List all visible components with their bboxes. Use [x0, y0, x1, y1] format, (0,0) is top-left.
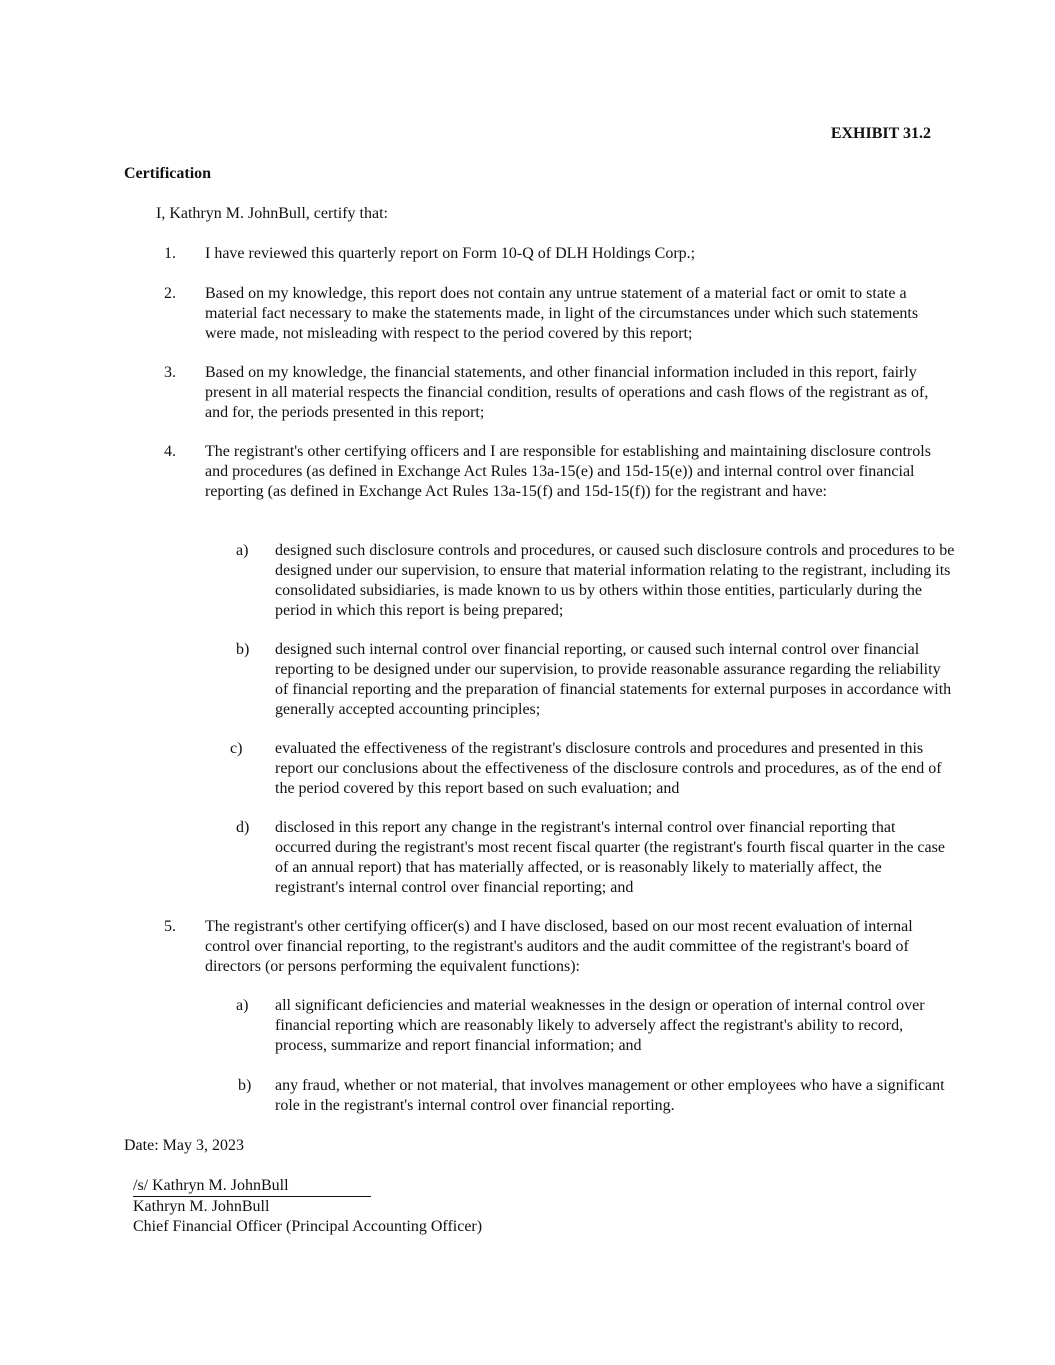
item-number: 2.	[164, 285, 176, 302]
sub-item-label: b)	[236, 641, 250, 658]
sub-item-label: d)	[236, 819, 250, 836]
sub-item-text: designed such internal control over financial reporting, or caused such internal control over financial reporting to be designed under our supervision, to provide reasonable assurance regarding the reliability of financial reporting and the preparation of financial statements for external purposes in accordance with generally accepted accounting principles;	[275, 641, 952, 718]
signature-line: /s/ Kathryn M. JohnBull	[133, 1176, 371, 1197]
sub-item-text: all significant deficiencies and material weaknesses in the design or operation of internal control over financial reporting which are reasonably likely to adversely affect the registrant's ability to record, process, summarize and report financial information; and	[275, 997, 925, 1054]
item-text: I have reviewed this quarterly report on Form 10-Q of DLH Holdings Corp.;	[205, 245, 696, 262]
sub-item-label: b)	[238, 1077, 252, 1094]
intro-statement: I, Kathryn M. JohnBull, certify that:	[156, 205, 388, 222]
sub-item-text: any fraud, whether or not material, that involves management or other employees who have a significant role in the registrant's internal control over financial reporting.	[275, 1077, 945, 1114]
item-number: 3.	[164, 364, 176, 381]
item-text: The registrant's other certifying officers and I are responsible for establishing and maintaining disclosure controls and procedures (as defined in Exchange Act Rules 13a-15(e) and 15d-15(e)) and internal control over financial reporting (as defined in Exchange Act Rules 13a-15(f) and 15d-15(f)) for the registrant and have:	[205, 443, 931, 500]
sub-item-label: a)	[236, 997, 249, 1014]
item-number: 1.	[164, 245, 176, 262]
signer-name: Kathryn M. JohnBull	[133, 1198, 270, 1215]
exhibit-label: EXHIBIT 31.2	[830, 125, 931, 142]
item-text: Based on my knowledge, the financial statements, and other financial information included in this report, fairly present in all material respects the financial condition, results of operations and cash flows of the registrant as of, and for, the periods presented in this report;	[205, 364, 929, 421]
certification-date: Date: May 3, 2023	[124, 1137, 244, 1154]
item-text: The registrant's other certifying officer(s) and I have disclosed, based on our most recent evaluation of internal control over financial reporting, to the registrant's auditors and the audit committee of the registrant's board of directors (or persons performing the equivalent functions):	[205, 918, 913, 975]
signer-title: Chief Financial Officer (Principal Accounting Officer)	[133, 1218, 483, 1235]
sub-item-text: designed such disclosure controls and procedures, or caused such disclosure controls and procedures to be designed under our supervision, to ensure that material information relating to the registrant, including its consolidated subsidiaries, is made known to us by others within those entities, particularly during the period in which this report is being prepared;	[275, 542, 955, 619]
item-text: Based on my knowledge, this report does not contain any untrue statement of a material fact or omit to state a material fact necessary to make the statements made, in light of the circumstances under which such statements were made, not misleading with respect to the period covered by this report;	[205, 285, 919, 342]
signature-block	[133, 1176, 482, 1237]
certification-heading: Certification	[124, 165, 212, 182]
sub-item-text: disclosed in this report any change in the registrant's internal control over financial reporting that occurred during the registrant's most recent fiscal quarter (the registrant's fourth fiscal quarter in the case of an annual report) that has materially affected, or is reasonably likely to materially affect, the registrant's internal control over financial reporting; and	[275, 819, 945, 896]
item-number: 5.	[164, 918, 176, 935]
sub-item-label: c)	[230, 740, 243, 757]
sub-item-label: a)	[236, 542, 249, 559]
item-number: 4.	[164, 443, 176, 460]
sub-item-text: evaluated the effectiveness of the registrant's disclosure controls and procedures and presented in this report our conclusions about the effectiveness of the disclosure controls and procedures, as of the end of the period covered by this report based on such evaluation; and	[275, 740, 942, 797]
